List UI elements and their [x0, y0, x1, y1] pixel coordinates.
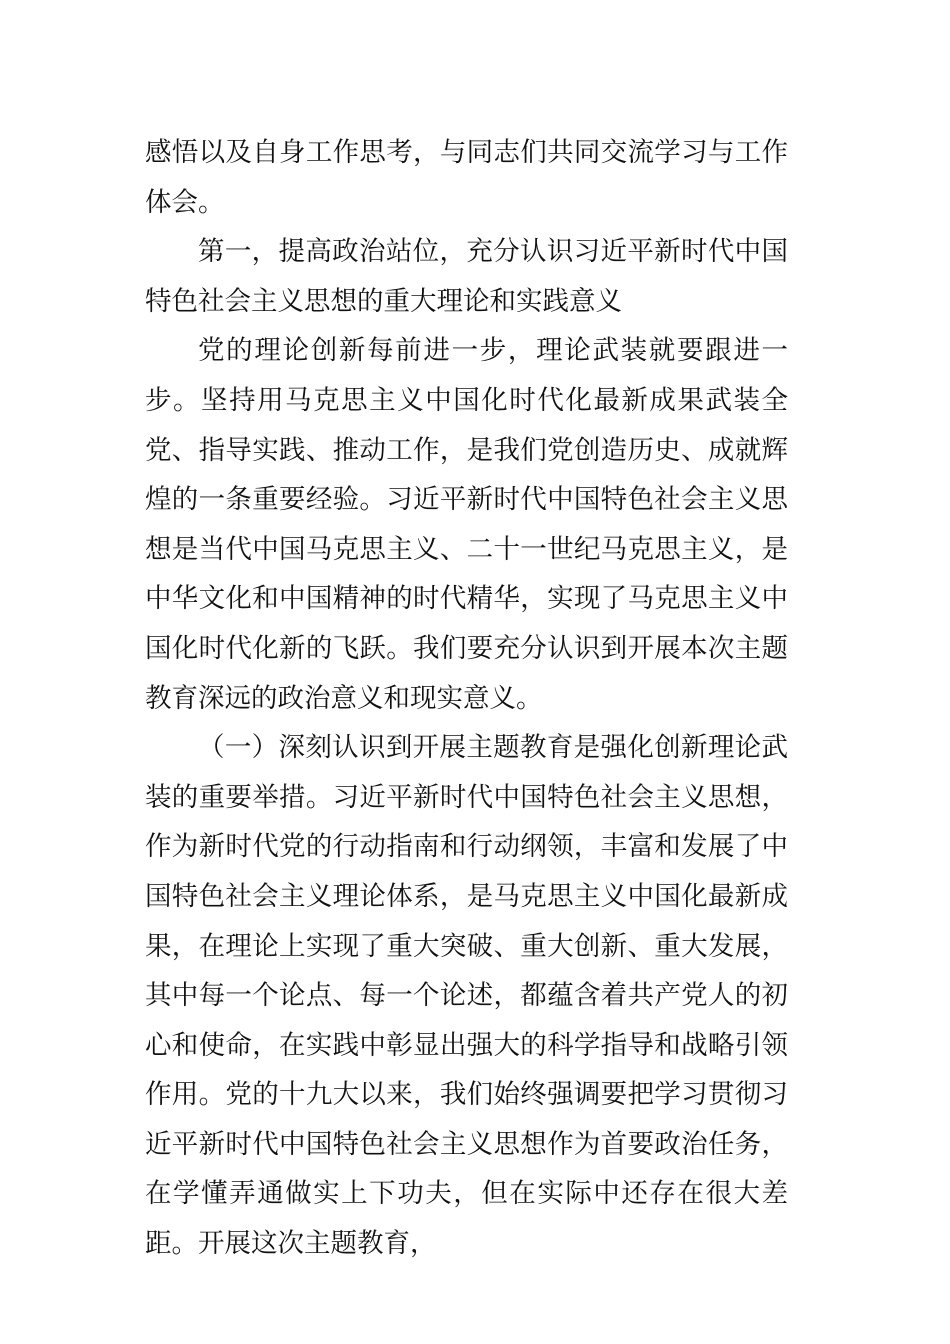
paragraph-theory-innovation: 党的理论创新每前进一步，理论武装就要跟进一步。坚持用马克思主义中国化时代化最新成果武装全党、指导实践、推动工作，是我们党创造历史、成就辉煌的一条重要经验。习近平新时代中国特色社会主义思想是当代中国马克思主义、二十一世纪马克思主义，是中华文化和中国精神的时代精华，实现了马克思主义中国化时代化新的飞跃。我们要充分认识到开展本次主题教育深远的政治意义和现实意义。 — [145, 335, 788, 714]
paragraph-continuation: 感悟以及自身工作思考，与同志们共同交流学习与工作体会。 — [145, 137, 788, 218]
paragraph-subsection-one: （一）深刻认识到开展主题教育是强化创新理论武装的重要举措。习近平新时代中国特色社会主义思想，作为新时代党的行动指南和行动纲领，丰富和发展了中国特色社会主义理论体系，是马克思主义中国化最新成果，在理论上实现了重大突破、重大创新、重大发展，其中每一个论点、每一个论述，都蕴含着共产党人的初心和使命，在实践中彰显出强大的科学指导和战略引领作用。党的十九大以来，我们始终强调要把学习贯彻习近平新时代中国特色社会主义思想作为首要政治任务，在学懂弄通做实上下功夫，但在实际中还存在很大差距。开展这次主题教育， — [145, 732, 788, 1260]
section-heading-first: 第一，提高政治站位，充分认识习近平新时代中国特色社会主义思想的重大理论和实践意义 — [145, 236, 788, 317]
document-body — [145, 128, 788, 1269]
